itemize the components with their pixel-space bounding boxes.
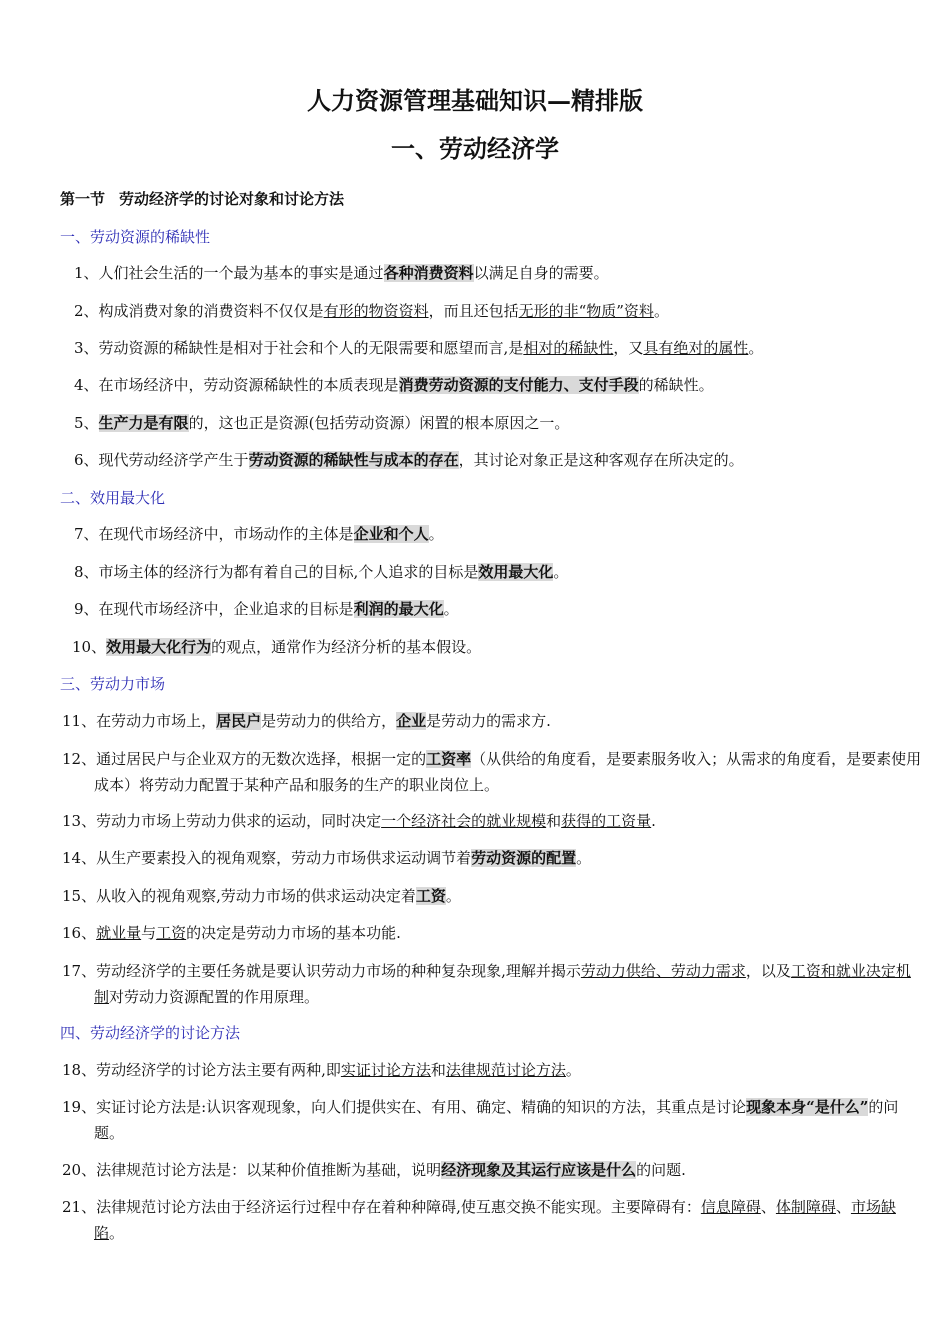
item-text: 劳动资源的稀缺性是相对于社会和个人的无限需要和愿望而言,是 — [98, 339, 524, 357]
item-text: 是劳动力的供给方， — [261, 712, 397, 730]
item-number: 10、 — [72, 638, 107, 656]
underlined-term: 工资 — [156, 924, 187, 942]
highlighted-term: 生产力是有限 — [98, 414, 189, 432]
item-text: 、 — [835, 1198, 851, 1216]
item-number: 2、 — [74, 302, 99, 320]
list-item — [62, 845, 924, 871]
list-item — [62, 372, 928, 398]
list-item — [62, 708, 924, 734]
document-title: 人力资源管理基础知识—精排版 — [307, 86, 643, 115]
item-text: ，又 — [613, 339, 644, 357]
underlined-term: 有形的物资资料 — [323, 302, 429, 320]
underlined-term: 一个经济社会的就业规模 — [381, 812, 547, 830]
section-name: 劳动经济学的讨论对象和讨论方法 — [119, 190, 345, 208]
item-text: 在市场经济中，劳动资源稀缺性的本质表现是 — [98, 376, 399, 394]
underlined-term: 工资和就业决定机制 — [94, 962, 911, 1006]
subsection-heading: 二、效用最大化 — [60, 489, 166, 507]
item-text: 在现代市场经济中，企业追求的目标是 — [98, 600, 354, 618]
section-heading — [60, 188, 344, 209]
list-item — [62, 883, 924, 909]
item-number: 9、 — [74, 600, 99, 618]
highlighted-term: 利润的最大化 — [353, 600, 444, 618]
item-text: 和 — [430, 1061, 446, 1079]
item-text: 在劳动力市场上， — [96, 712, 217, 730]
item-text: 。 — [109, 1224, 125, 1242]
underlined-term: 相对的稀缺性 — [523, 339, 614, 357]
item-text: 。 — [748, 339, 764, 357]
underlined-term: 具有绝对的属性 — [643, 339, 749, 357]
item-text: 。 — [576, 849, 592, 867]
highlighted-term: 工资 — [415, 887, 446, 905]
item-text: 。 — [428, 525, 444, 543]
item-number: 20、 — [62, 1161, 97, 1179]
item-text: 的，这也正是资源(包括劳动资源）闲置的根本原因之一。 — [188, 414, 570, 432]
item-number: 7、 — [74, 525, 99, 543]
item-text: 。 — [553, 563, 569, 581]
subsection-heading: 一、劳动资源的稀缺性 — [60, 228, 211, 246]
list-item — [62, 1194, 924, 1246]
list-item — [62, 447, 928, 473]
item-text: 的问题。 — [94, 1098, 899, 1142]
item-text: 。 — [445, 887, 461, 905]
item-text: 的观点，通常作为经济分析的基本假设。 — [211, 638, 482, 656]
list-item — [62, 920, 924, 946]
underlined-term: 实证讨论方法 — [340, 1061, 431, 1079]
underlined-term: 就业量 — [96, 924, 142, 942]
item-text: 对劳动力资源配置的作用原理。 — [109, 988, 320, 1006]
section-label: 第一节 — [60, 190, 106, 208]
list-item — [62, 260, 928, 286]
item-text: ，而且还包括 — [428, 302, 519, 320]
item-text: 劳动力市场上劳动力供求的运动，同时决定 — [96, 812, 382, 830]
list-item — [62, 410, 928, 436]
item-number: 17、 — [62, 962, 97, 980]
list-item — [62, 808, 924, 834]
list-item — [62, 521, 928, 547]
list-item — [62, 958, 924, 1010]
item-text: 的问题. — [636, 1161, 686, 1179]
underlined-term: 信息障碍 — [700, 1198, 761, 1216]
item-number: 12、 — [62, 750, 97, 768]
underlined-term: 体制障碍 — [775, 1198, 836, 1216]
item-text: 在现代市场经济中，市场动作的主体是 — [98, 525, 354, 543]
item-number: 13、 — [62, 812, 97, 830]
highlighted-term: 经济现象及其运行应该是什么 — [441, 1161, 637, 1179]
item-text: 从生产要素投入的视角观察，劳动力市场供求运动调节着 — [96, 849, 472, 867]
item-text: 是劳动力的需求方. — [426, 712, 551, 730]
highlighted-term: 企业 — [396, 712, 427, 730]
underlined-term: 法律规范讨论方法 — [445, 1061, 566, 1079]
subsection-heading: 三、劳动力市场 — [60, 675, 166, 693]
highlighted-term: 企业和个人 — [353, 525, 429, 543]
item-number: 4、 — [74, 376, 99, 394]
highlighted-term: 工资率 — [426, 750, 472, 768]
highlighted-term: 效用最大化 — [478, 563, 554, 581]
item-text: 人们社会生活的一个最为基本的事实是通过 — [98, 264, 384, 282]
item-text: 法律规范讨论方法由于经济运行过程中存在着种种障碍,使互惠交换不能实现。主要障碍有： — [96, 1198, 701, 1216]
item-number: 21、 — [62, 1198, 97, 1216]
underlined-term: 劳动力供给、劳动力需求 — [580, 962, 746, 980]
item-text: 构成消费对象的消费资料不仅仅是 — [98, 302, 324, 320]
item-number: 1、 — [74, 264, 99, 282]
highlighted-term: 现象本身“是什么” — [746, 1098, 869, 1116]
item-text: 。 — [565, 1061, 581, 1079]
item-text: 现代劳动经济学产生于 — [98, 451, 249, 469]
item-text: ，以及 — [745, 962, 791, 980]
item-number: 18、 — [62, 1061, 97, 1079]
underlined-term: 无形的非“物质”资料 — [518, 302, 654, 320]
list-item — [72, 634, 924, 660]
item-number: 8、 — [74, 563, 99, 581]
item-number: 11、 — [62, 712, 97, 730]
item-number: 14、 — [62, 849, 97, 867]
item-text: 。 — [653, 302, 669, 320]
list-item — [62, 298, 928, 324]
item-text: 实证讨论方法是:认识客观现象，向人们提供实在、有用、确定、精确的知识的方法，其重点是讨论 — [96, 1098, 747, 1116]
item-number: 3、 — [74, 339, 99, 357]
item-text: （从供给的角度看，是要素服务收入；从需求的角度看，是要素使用成本）将劳动力配置于某种产品和服务的生产的职业岗位上。 — [94, 750, 922, 794]
list-item — [62, 1094, 924, 1146]
highlighted-term: 居民户 — [216, 712, 262, 730]
highlighted-term: 效用最大化行为 — [106, 638, 212, 656]
item-text: 、 — [760, 1198, 776, 1216]
item-text: . — [651, 812, 656, 830]
item-text: 市场主体的经济行为都有着自己的目标,个人追求的目标是 — [98, 563, 479, 581]
subsection-heading: 四、劳动经济学的讨论方法 — [60, 1024, 241, 1042]
item-number: 6、 — [74, 451, 99, 469]
item-text: 以满足自身的需要。 — [473, 264, 609, 282]
item-text: 劳动经济学的讨论方法主要有两种,即 — [96, 1061, 341, 1079]
item-number: 16、 — [62, 924, 97, 942]
item-text: 的决定是劳动力市场的基本功能. — [186, 924, 401, 942]
item-number: 5、 — [74, 414, 99, 432]
underlined-term: 获得的工资量 — [561, 812, 652, 830]
item-text: 法律规范讨论方法是：以某种价值推断为基础，说明 — [96, 1161, 442, 1179]
item-text: 的稀缺性。 — [638, 376, 714, 394]
item-text: 和 — [546, 812, 562, 830]
item-number: 19、 — [62, 1098, 97, 1116]
highlighted-term: 各种消费资料 — [383, 264, 474, 282]
chapter-title: 一、劳动经济学 — [391, 134, 559, 163]
list-item — [62, 596, 928, 622]
item-text: 。 — [443, 600, 459, 618]
item-text: 劳动经济学的主要任务就是要认识劳动力市场的种种复杂现象,理解并揭示 — [96, 962, 581, 980]
item-text: 与 — [141, 924, 157, 942]
highlighted-term: 劳动资源的稀缺性与成本的存在 — [248, 451, 459, 469]
item-number: 15、 — [62, 887, 97, 905]
list-item — [62, 1057, 924, 1083]
highlighted-term: 劳动资源的配置 — [471, 849, 577, 867]
item-text: 从收入的视角观察,劳动力市场的供求运动决定着 — [96, 887, 416, 905]
item-text: ，其讨论对象正是这种客观存在所决定的。 — [458, 451, 744, 469]
list-item — [62, 559, 928, 585]
item-text: 通过居民户与企业双方的无数次选择，根据一定的 — [96, 750, 427, 768]
underlined-term: 市场缺陷 — [94, 1198, 896, 1242]
list-item — [62, 746, 924, 798]
highlighted-term: 消费劳动资源的支付能力、支付手段 — [398, 376, 639, 394]
list-item — [62, 1157, 924, 1183]
list-item — [62, 335, 928, 361]
